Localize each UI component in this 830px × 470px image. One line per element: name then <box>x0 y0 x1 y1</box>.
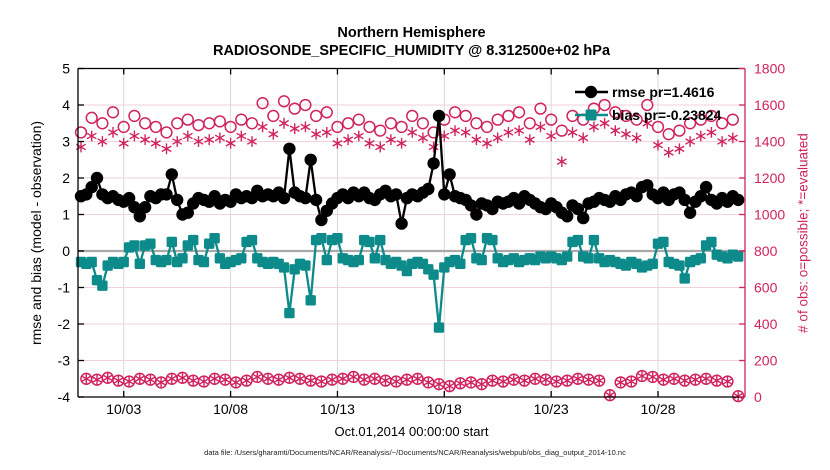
y-right-tick-label: 1200 <box>754 170 786 186</box>
possible-obs-marker <box>129 111 140 122</box>
x-tick-label: 10/08 <box>213 401 249 417</box>
y-right-tick-label: 400 <box>754 316 778 332</box>
possible-obs-marker <box>76 127 87 138</box>
chart-title: Northern Hemisphere <box>337 25 486 41</box>
possible-obs-marker <box>108 107 119 118</box>
bias-marker <box>188 235 198 245</box>
rmse-marker <box>679 194 691 206</box>
possible-obs-marker <box>86 112 97 123</box>
legend-item-rmse[interactable] <box>575 80 721 103</box>
evaluated-obs-marker <box>140 134 149 145</box>
evaluated-obs-marker <box>290 123 299 134</box>
possible-obs-marker <box>150 122 161 133</box>
rmse-marker <box>433 110 445 122</box>
x-tick-label: 10/23 <box>533 401 569 417</box>
x-tick-label: 10/13 <box>319 401 355 417</box>
evaluated-obs-marker <box>108 127 117 138</box>
possible-obs-marker <box>418 118 429 129</box>
rmse-marker <box>438 188 450 200</box>
y-left-tick-label: 2 <box>62 170 70 186</box>
bias-marker <box>674 260 684 270</box>
evaluated-obs-marker <box>621 129 630 140</box>
y-right-tick-label: 800 <box>754 243 778 259</box>
possible-obs-marker <box>556 125 567 136</box>
possible-obs-marker <box>492 114 503 125</box>
x-tick-label: 10/03 <box>106 401 142 417</box>
bias-marker <box>279 262 289 272</box>
evaluated-obs-marker <box>568 127 577 138</box>
possible-obs-marker <box>215 116 226 127</box>
evaluated-obs-marker <box>333 138 342 149</box>
y-right-tick-label: 1800 <box>754 60 786 77</box>
y-left-tick-label: -1 <box>57 279 70 296</box>
bias-marker <box>87 257 97 267</box>
bias-marker <box>167 237 177 247</box>
bias-marker <box>583 253 593 263</box>
rmse-marker <box>171 194 183 206</box>
x-axis-label: Oct.01,2014 00:00:00 start <box>334 424 489 439</box>
rmse-marker <box>427 157 439 169</box>
bias-marker <box>487 235 497 245</box>
evaluated-obs-marker <box>119 138 128 149</box>
evaluated-obs-marker <box>472 134 481 145</box>
rmse-marker <box>470 208 482 220</box>
evaluated-obs-marker <box>450 125 459 136</box>
evaluated-obs-marker <box>279 118 288 129</box>
rmse-legend-marker-icon <box>575 84 608 100</box>
bias-marker <box>733 251 743 261</box>
bias-marker <box>199 257 209 267</box>
bias-marker <box>354 255 364 265</box>
bias-marker <box>434 322 444 332</box>
possible-obs-marker <box>268 111 279 122</box>
evaluated-obs-marker <box>707 127 716 138</box>
evaluated-obs-marker <box>183 131 192 142</box>
y-right-tick-label: 200 <box>754 352 778 369</box>
bias-marker <box>284 308 294 318</box>
y-left-tick-label: 4 <box>62 97 70 113</box>
evaluated-obs-marker <box>461 127 470 138</box>
x-tick-label: 10/18 <box>426 401 462 417</box>
rmse-marker <box>443 168 455 180</box>
right-axis-label: # of obs: o=possible; *=evaluated <box>795 133 811 333</box>
bias-marker <box>135 259 145 269</box>
bias-marker <box>562 251 572 261</box>
evaluated-obs-marker <box>386 134 395 145</box>
rmse-marker <box>395 217 407 229</box>
evaluated-obs-marker <box>525 134 534 145</box>
evaluated-obs-marker <box>237 131 246 142</box>
y-left-tick-label: 1 <box>62 206 70 223</box>
possible-obs-marker <box>364 122 375 133</box>
possible-obs-marker <box>182 114 193 125</box>
x-tick-label: 10/28 <box>640 401 676 417</box>
evaluated-obs-marker <box>311 129 320 140</box>
evaluated-obs-marker <box>376 142 385 153</box>
rmse-marker <box>422 183 434 195</box>
bias-marker <box>696 253 706 263</box>
possible-obs-marker <box>663 129 674 140</box>
y-right-tick-label: 0 <box>754 389 762 405</box>
y-left-tick-label: -3 <box>57 352 70 369</box>
rmse-marker <box>310 194 322 206</box>
bias-marker <box>322 255 332 265</box>
possible-obs-marker <box>257 98 268 109</box>
evaluated-obs-marker <box>536 122 545 133</box>
bias-marker <box>428 270 438 280</box>
possible-obs-marker <box>503 111 514 122</box>
bias-marker <box>306 295 316 305</box>
evaluated-obs-marker <box>322 127 331 138</box>
bias-series <box>76 233 744 333</box>
bias-marker <box>300 260 310 270</box>
chart-subtitle: RADIOSONDE_SPECIFIC_HUMIDITY @ 8.312500e+02 hPa <box>212 43 611 59</box>
rmse-marker <box>160 188 172 200</box>
evaluated-obs-marker <box>258 122 267 133</box>
bias-marker <box>332 233 342 243</box>
bias-marker <box>177 253 187 263</box>
possible-obs-marker <box>161 127 172 138</box>
bias-marker <box>119 257 129 267</box>
possible-obs-marker <box>353 114 364 125</box>
bias-legend-label: bias pr=-0.23824 <box>612 106 722 123</box>
possible-obs-marker <box>321 107 332 118</box>
evaluated-obs-marker <box>557 156 566 167</box>
rmse-marker <box>139 201 151 213</box>
evaluated-obs-marker <box>151 138 160 149</box>
bias-marker <box>316 233 326 243</box>
y-left-tick-label: -2 <box>57 316 70 332</box>
evaluated-obs-marker <box>408 127 417 138</box>
rmse-marker <box>278 192 290 204</box>
possible-obs-marker <box>514 107 525 118</box>
possible-obs-marker <box>471 118 482 129</box>
bias-marker <box>97 281 107 291</box>
rmse-marker <box>305 154 317 166</box>
possible-obs-marker <box>460 111 471 122</box>
evaluated-obs-marker <box>344 134 353 145</box>
possible-obs-marker <box>375 125 386 136</box>
evaluated-obs-marker <box>397 138 406 149</box>
evaluated-obs-marker <box>205 134 214 145</box>
possible-obs-marker <box>407 111 418 122</box>
possible-obs-marker <box>172 118 183 129</box>
bias-marker <box>573 235 583 245</box>
possible-obs-marker <box>343 118 354 129</box>
bias-marker <box>477 255 487 265</box>
evaluated-obs-marker <box>504 127 513 138</box>
possible-obs-marker <box>450 107 461 118</box>
possible-obs-marker <box>482 122 493 133</box>
rmse-marker <box>732 194 744 206</box>
bias-marker <box>680 273 690 283</box>
rmse-legend-label: rmse pr=1.4616 <box>612 83 715 100</box>
rmse-marker <box>299 192 311 204</box>
y-right-tick-label: 1400 <box>754 133 786 150</box>
y-right-tick-label: 1600 <box>754 97 786 113</box>
evaluated-obs-marker <box>664 147 673 158</box>
evaluated-obs-marker <box>226 138 235 149</box>
possible-obs-marker <box>727 114 738 125</box>
y-right-tick-label: 1000 <box>754 206 786 223</box>
y-left-tick-label: -4 <box>57 389 70 405</box>
possible-obs-marker <box>97 118 108 129</box>
evaluated-obs-marker <box>162 143 171 154</box>
evaluated-obs-marker <box>611 125 620 136</box>
evaluated-obs-marker <box>365 138 374 149</box>
rmse-marker <box>684 207 696 219</box>
bias-marker <box>209 233 219 243</box>
bias-marker <box>247 235 257 245</box>
evaluated-obs-marker <box>696 131 705 142</box>
evaluated-obs-marker <box>354 131 363 142</box>
legend <box>575 80 721 126</box>
evaluated-obs-marker <box>87 131 96 142</box>
bias-marker <box>161 255 171 265</box>
possible-obs-marker <box>386 118 397 129</box>
rmse-line <box>81 116 738 224</box>
bias-marker <box>236 253 246 263</box>
evaluated-obs-marker <box>675 143 684 154</box>
possible-obs-marker <box>140 118 151 129</box>
evaluated-obs-marker <box>547 131 556 142</box>
evaluated-obs-marker <box>269 129 278 140</box>
bias-legend-marker-icon <box>575 107 608 123</box>
y-left-tick-label: 5 <box>62 60 70 77</box>
possible-obs-marker <box>247 118 258 129</box>
bias-marker <box>466 233 476 243</box>
possible-obs-marker <box>204 118 215 129</box>
possible-obs-marker <box>236 114 247 125</box>
possible-obs-marker <box>524 118 535 129</box>
evaluated-obs-marker <box>514 125 523 136</box>
rmse-marker <box>700 181 712 193</box>
bias-marker <box>370 253 380 263</box>
rmse-marker <box>390 188 402 200</box>
evaluated-obs-marker <box>482 138 491 149</box>
bias-marker <box>364 237 374 247</box>
possible-obs-marker <box>193 120 204 131</box>
bias-marker <box>648 259 658 269</box>
rmse-marker <box>577 212 589 224</box>
bias-marker <box>455 259 465 269</box>
rmse-marker <box>561 210 573 222</box>
evaluated-obs-marker <box>130 131 139 142</box>
bias-marker <box>129 240 139 250</box>
y-left-tick-label: 3 <box>62 133 70 150</box>
bias-marker <box>145 239 155 249</box>
bias-marker <box>706 237 716 247</box>
data-file-caption: data file: /Users/gharamti/Documents/NCAR/Reanalysis/~/Documents/NCAR/Reanalysis/webpub/obs_diag_output_2014-10.nc <box>204 448 626 457</box>
evaluated-obs-marker <box>301 122 310 133</box>
bias-marker <box>589 235 599 245</box>
rmse-marker <box>166 168 178 180</box>
y-right-tick-label: 600 <box>754 279 778 296</box>
rmse-marker <box>91 172 103 184</box>
y-left-tick-label: 0 <box>62 243 70 259</box>
bias-marker <box>658 237 668 247</box>
possible-obs-marker <box>396 122 407 133</box>
bias-marker <box>375 235 385 245</box>
legend-item-bias[interactable] <box>575 103 721 126</box>
rmse-marker <box>283 143 295 155</box>
left-axis-label: rmse and bias (model - observation) <box>28 120 44 346</box>
possible-obs-marker <box>674 125 685 136</box>
possible-obs-marker <box>311 111 322 122</box>
